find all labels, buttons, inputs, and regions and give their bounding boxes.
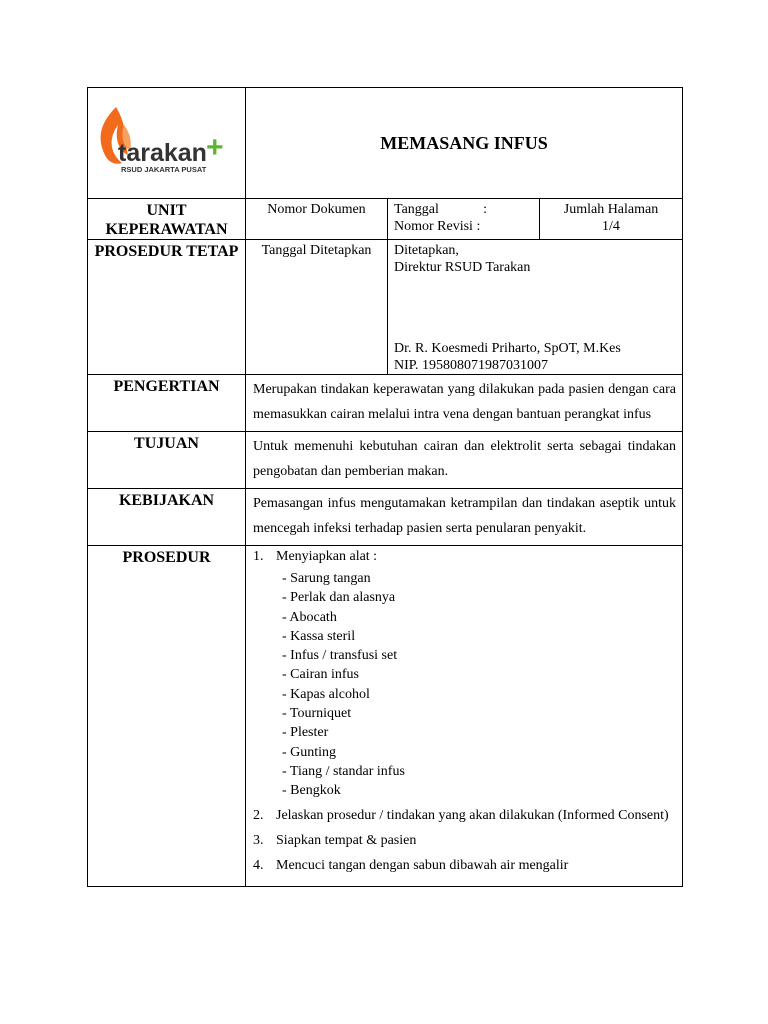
- unit-label: UNIT KEPERAWATAN: [88, 199, 246, 240]
- step-text: Siapkan tempat & pasien: [276, 832, 417, 848]
- direktur-text: Direktur RSUD Tarakan: [394, 260, 531, 275]
- logo-plus-icon: +: [206, 131, 224, 164]
- nomor-dokumen-label: Nomor Dokumen: [246, 199, 388, 240]
- logo-brand-text: tarakan: [118, 139, 207, 167]
- prosedur-step: [253, 853, 676, 878]
- sop-document: [87, 87, 682, 887]
- prosedur-step: [253, 828, 676, 853]
- step-number: 2.: [253, 807, 264, 823]
- tanggal-label: Tanggal: [394, 202, 439, 217]
- logo-subtitle: RSUD JAKARTA PUSAT: [121, 165, 207, 174]
- tanggal-colon: :: [483, 202, 487, 217]
- tujuan-text: Untuk memenuhi kebutuhan cairan dan elektrolit serta sebagai tindakan pengobatan dan pemberian makan.: [246, 432, 683, 489]
- ditetapkan-text: Ditetapkan,: [394, 243, 459, 258]
- tool-item: - Bengkok: [282, 783, 341, 799]
- tujuan-label: TUJUAN: [88, 432, 246, 489]
- ditetapkan-cell: [388, 240, 683, 375]
- document-title: MEMASANG INFUS: [246, 88, 683, 199]
- tanggal-ditetapkan-label: Tanggal Ditetapkan: [246, 240, 388, 375]
- step-number: 3.: [253, 832, 264, 848]
- tool-item: - Kassa steril: [282, 628, 356, 644]
- jumlah-halaman-cell: [540, 199, 683, 240]
- prosedur-step: [253, 803, 676, 828]
- step-text: Mencuci tangan dengan sabun dibawah air mengalir: [276, 857, 569, 873]
- tool-item: - Tiang / standar infus: [282, 763, 405, 779]
- tarakan-logo: [94, 105, 239, 175]
- pengertian-label: PENGERTIAN: [88, 375, 246, 432]
- tool-item: - Gunting: [282, 744, 337, 760]
- jumlah-halaman-label: Jumlah Halaman: [563, 202, 659, 217]
- signatory-nip: NIP. 195808071987031007: [394, 358, 549, 373]
- tool-item: - Infus / transfusi set: [282, 648, 398, 664]
- prosedur-tetap-label: PROSEDUR TETAP: [88, 240, 246, 375]
- tool-item: - Sarung tangan: [282, 571, 371, 586]
- tool-item: - Perlak dan alasnya: [282, 590, 396, 606]
- kebijakan-label: KEBIJAKAN: [88, 489, 246, 546]
- step-number: 4.: [253, 857, 264, 873]
- prosedur-content: [246, 546, 683, 887]
- logo-cell: [88, 88, 246, 199]
- nomor-revisi-label: Nomor Revisi :: [394, 219, 481, 234]
- tanggal-revisi-cell: [388, 199, 540, 240]
- step-number: 1.: [253, 549, 264, 564]
- tools-list: [282, 569, 676, 801]
- signatory-name: Dr. R. Koesmedi Priharto, SpOT, M.Kes: [394, 341, 621, 356]
- prosedur-step: [253, 548, 676, 565]
- step-text: Jelaskan prosedur / tindakan yang akan dilakukan (Informed Consent): [276, 807, 669, 823]
- pengertian-text: Merupakan tindakan keperawatan yang dilakukan pada pasien dengan cara memasukkan cairan melalui intra vena dengan bantuan perangkat infus: [246, 375, 683, 432]
- halaman-value: 1/4: [602, 219, 620, 234]
- tool-item: - Abocath: [282, 609, 337, 625]
- kebijakan-text: Pemasangan infus mengutamakan ketrampilan dan tindakan aseptik untuk mencegah infeksi terhadap pasien serta penularan penyakit.: [246, 489, 683, 546]
- step-text: Menyiapkan alat :: [276, 549, 378, 564]
- sop-table: [87, 87, 683, 887]
- tool-item: - Cairan infus: [282, 667, 359, 683]
- tool-item: - Plester: [282, 725, 329, 741]
- tool-item: - Kapas alcohol: [282, 686, 370, 702]
- prosedur-label: PROSEDUR: [88, 546, 246, 887]
- tool-item: - Tourniquet: [282, 706, 352, 722]
